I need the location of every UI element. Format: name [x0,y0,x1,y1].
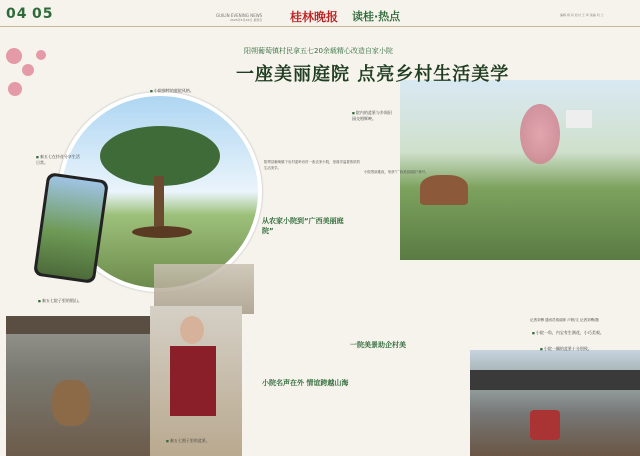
caption-phone: ■ 秦五七在抖音分享生活日常。 [36,154,82,165]
article-kicker: 阳朔葡萄镇村民拿五七20余载精心改造自家小院 [244,47,393,55]
stone-pot [52,380,90,426]
body-column-4 [530,196,610,316]
date-line: 2025年5月26日 星期日 [230,18,263,22]
village-roof [470,370,640,390]
body-column-1 [262,232,349,452]
article-headline: 一座美丽庭院 点亮乡村生活美学 [236,64,510,85]
body-column-3 [438,196,526,346]
byline: 记者刘博 通讯员蒋丽萍 卢婷/文 记者刘博/摄 [530,318,599,322]
blossom-decoration [8,82,22,96]
subhead-1: 从农家小院到“广西美丽庭院” [262,217,344,235]
editor-line: 编辑 蒋 初 校对 王 审 美编 刘 兰 [560,13,604,17]
paper-name-en: GUILIN EVENING NEWS [216,13,263,18]
body-column-2 [350,196,434,346]
intro-text: 阳朔县葡萄镇下岩村委岭岩村一座农家小院，里面洋溢着浓浓的生活美学。 [264,160,360,170]
masthead: 桂林晚报 [290,10,339,24]
subhead-3: 一院美景助企村美 [350,341,406,349]
subhead-2: 小院名声在外 情谊跨越山海 [262,379,349,387]
blossom-decoration [36,50,46,60]
red-lantern [530,410,560,440]
tree-trunk [154,176,164,226]
distant-house [566,110,592,128]
table-shape [132,226,192,238]
caption-village: ■ 小院一隅的盆景十分别致。 [540,346,592,352]
blossom-decoration [22,64,34,76]
body-column-5 [350,352,462,452]
man-shirt [170,346,216,416]
caption-circle: ■ 小院独特的庭院风格。 [150,88,194,94]
section-title: 读桂·热点 [352,10,401,23]
blossom-decoration [6,48,22,64]
caption-garden: ■ 小院一角，内宝有生满花，小巧美观。 [532,330,622,336]
caption-man: ■ 秦五七照子里的盆景。 [166,438,210,444]
subhead-ribbon [262,216,354,235]
caption-stone-house: ■ 秦五七院子里的假山。 [38,298,82,304]
caption-right-photo: ■ 院内的盆景与乡间田园交相辉映。 [352,110,392,121]
village-photo [470,350,640,456]
phone-screen [36,176,105,281]
intro-text-2: 小院景致雅致，荣获“广西美丽庭院”称号。 [364,170,429,174]
stone-house-photo [6,316,152,456]
page-number: 04 05 [6,6,54,22]
man-photo [150,306,242,456]
man-head [180,316,204,344]
blossom-branch [520,104,560,164]
roof-shape [6,316,152,334]
